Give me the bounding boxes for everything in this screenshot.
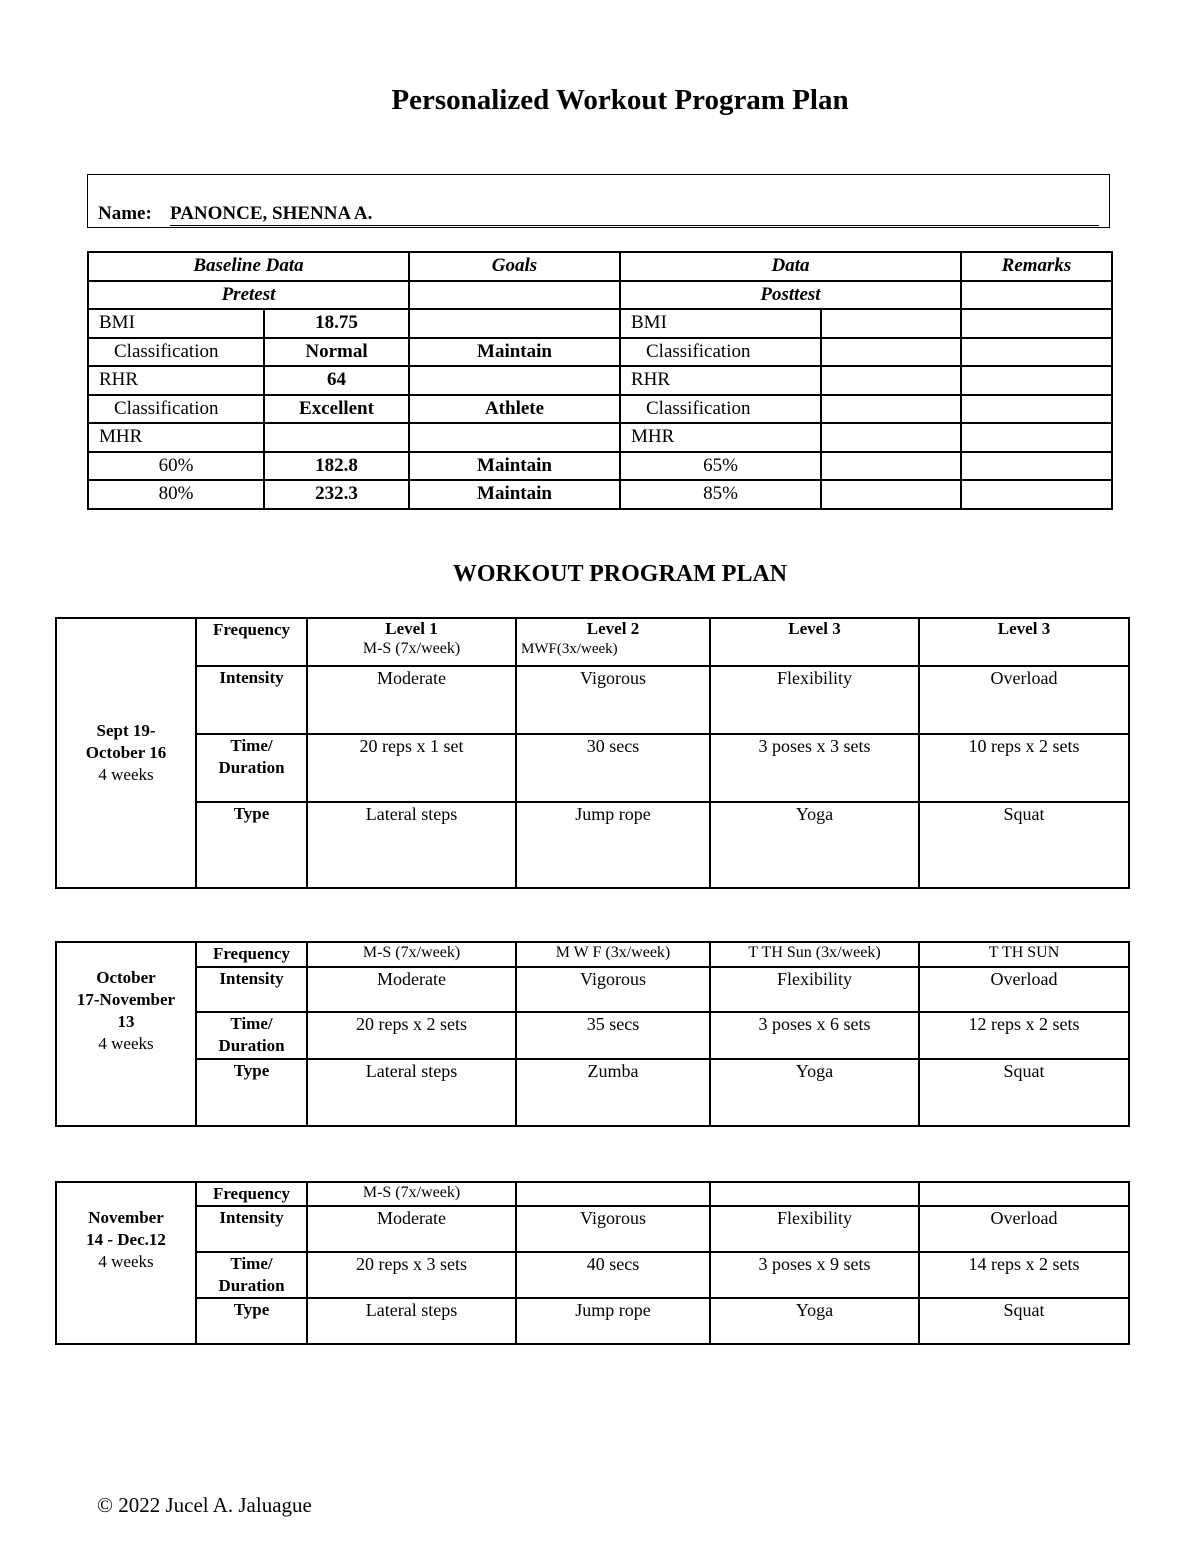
period-table	[55, 617, 1130, 889]
frequency-cell: Level 3	[710, 618, 919, 666]
baseline-row	[88, 423, 1112, 452]
period-range: October	[96, 968, 156, 987]
type-cell: Yoga	[710, 1298, 919, 1344]
time-cell: 20 reps x 1 set	[307, 734, 516, 802]
pretest-value	[264, 423, 409, 452]
time-cell: 3 poses x 3 sets	[710, 734, 919, 802]
level-label: Level 2	[586, 619, 640, 638]
intensity-cell: Flexibility	[710, 666, 919, 734]
baseline-row	[88, 366, 1112, 395]
header-remarks: Remarks	[961, 252, 1112, 281]
intensity-cell: Flexibility	[710, 967, 919, 1012]
period-table	[55, 941, 1130, 1127]
remarks-cell	[961, 452, 1112, 481]
intensity-label: Intensity	[196, 967, 307, 1012]
frequency-label: Frequency	[196, 1182, 307, 1206]
period-weeks: 4 weeks	[98, 1034, 154, 1053]
period-cell	[56, 942, 196, 1126]
name-box	[87, 174, 1110, 228]
baseline-row	[88, 480, 1112, 509]
goal-cell: Maintain	[409, 452, 620, 481]
time-cell: 10 reps x 2 sets	[919, 734, 1129, 802]
type-cell: Yoga	[710, 802, 919, 888]
intensity-cell: Overload	[919, 967, 1129, 1012]
frequency-cell	[516, 618, 710, 666]
posttest-value	[821, 452, 961, 481]
frequency-cell: M-S (7x/week)	[307, 1182, 516, 1206]
pretest-label: Classification	[88, 338, 264, 367]
goal-cell: Maintain	[409, 480, 620, 509]
posttest-label: Classification	[620, 395, 821, 424]
posttest-value	[821, 309, 961, 338]
frequency-row	[56, 618, 1129, 666]
level-schedule: M-S (7x/week)	[362, 640, 461, 657]
frequency-cell: T TH SUN	[919, 942, 1129, 967]
plan-title: WORKOUT PROGRAM PLAN	[452, 561, 788, 587]
goal-cell	[409, 366, 620, 395]
remarks-cell	[961, 423, 1112, 452]
pretest-label: RHR	[88, 366, 264, 395]
posttest-value	[821, 480, 961, 509]
time-cell: 14 reps x 2 sets	[919, 1252, 1129, 1298]
frequency-row	[56, 1182, 1129, 1206]
intensity-row	[56, 666, 1129, 734]
pretest-value: 64	[264, 366, 409, 395]
intensity-cell: Vigorous	[516, 666, 710, 734]
intensity-cell: Moderate	[307, 666, 516, 734]
type-row	[56, 802, 1129, 888]
frequency-cell	[516, 1182, 710, 1206]
time-cell: 3 poses x 6 sets	[710, 1012, 919, 1059]
time-cell: 30 secs	[516, 734, 710, 802]
intensity-cell: Overload	[919, 666, 1129, 734]
duration-label-line: Duration	[218, 1036, 285, 1055]
baseline-header-row	[88, 252, 1112, 281]
type-label: Type	[196, 1298, 307, 1344]
remarks-cell	[961, 480, 1112, 509]
intensity-cell: Vigorous	[516, 967, 710, 1012]
period-cell	[56, 1182, 196, 1344]
posttest-label: MHR	[620, 423, 821, 452]
type-cell: Jump rope	[516, 1298, 710, 1344]
time-cell: 20 reps x 3 sets	[307, 1252, 516, 1298]
copyright-footer: © 2022 Jucel A. Jaluague	[97, 1493, 312, 1517]
duration-label-line: Duration	[218, 1276, 285, 1295]
frequency-cell: M W F (3x/week)	[516, 942, 710, 967]
type-row	[56, 1059, 1129, 1126]
time-label-line: Time/	[230, 1254, 273, 1273]
time-row	[56, 1012, 1129, 1059]
baseline-row	[88, 309, 1112, 338]
pretest-label: Classification	[88, 395, 264, 424]
remarks-cell	[961, 309, 1112, 338]
period-weeks: 4 weeks	[98, 765, 154, 784]
empty-cell	[961, 281, 1112, 310]
period-range: 17-November	[76, 990, 176, 1009]
posttest-label: 85%	[620, 480, 821, 509]
intensity-label: Intensity	[196, 666, 307, 734]
intensity-cell: Flexibility	[710, 1206, 919, 1252]
frequency-cell: Level 3	[919, 618, 1129, 666]
goal-cell	[409, 423, 620, 452]
type-cell: Lateral steps	[307, 1298, 516, 1344]
time-cell: 35 secs	[516, 1012, 710, 1059]
period-range: 14 - Dec.12	[86, 1230, 166, 1249]
header-data: Data	[620, 252, 961, 281]
time-label-line: Time/	[230, 1014, 273, 1033]
time-label-line: Time/	[230, 736, 273, 755]
pretest-value: Excellent	[264, 395, 409, 424]
time-label	[196, 734, 307, 802]
intensity-label: Intensity	[196, 1206, 307, 1252]
baseline-row	[88, 338, 1112, 367]
header-goals: Goals	[409, 252, 620, 281]
type-cell: Yoga	[710, 1059, 919, 1126]
intensity-cell: Moderate	[307, 1206, 516, 1252]
time-cell: 3 poses x 9 sets	[710, 1252, 919, 1298]
header-baseline-data: Baseline Data	[88, 252, 409, 281]
frequency-row	[56, 942, 1129, 967]
level-schedule: MWF(3x/week)	[521, 641, 618, 657]
posttest-label: 65%	[620, 452, 821, 481]
time-label	[196, 1252, 307, 1298]
pretest-label: MHR	[88, 423, 264, 452]
baseline-row	[88, 452, 1112, 481]
type-cell: Zumba	[516, 1059, 710, 1126]
type-cell: Jump rope	[516, 802, 710, 888]
type-cell: Squat	[919, 1298, 1129, 1344]
intensity-row	[56, 1206, 1129, 1252]
remarks-cell	[961, 366, 1112, 395]
time-cell: 20 reps x 2 sets	[307, 1012, 516, 1059]
pretest-label: BMI	[88, 309, 264, 338]
page-title: Personalized Workout Program Plan	[391, 84, 849, 116]
intensity-row	[56, 967, 1129, 1012]
pretest-label: 80%	[88, 480, 264, 509]
posttest-value	[821, 366, 961, 395]
frequency-cell	[710, 1182, 919, 1206]
frequency-label: Frequency	[196, 942, 307, 967]
pretest-value: Normal	[264, 338, 409, 367]
type-cell: Lateral steps	[307, 1059, 516, 1126]
empty-cell	[409, 281, 620, 310]
goal-cell	[409, 309, 620, 338]
name-value: PANONCE, SHENNA A.	[170, 203, 1099, 226]
period-range: Sept 19-	[96, 721, 156, 740]
type-label: Type	[196, 802, 307, 888]
time-row	[56, 1252, 1129, 1298]
intensity-cell: Moderate	[307, 967, 516, 1012]
period-table	[55, 1181, 1130, 1345]
remarks-cell	[961, 395, 1112, 424]
frequency-cell: M-S (7x/week)	[307, 942, 516, 967]
remarks-cell	[961, 338, 1112, 367]
type-cell: Lateral steps	[307, 802, 516, 888]
period-range: October 16	[85, 743, 167, 762]
posttest-value	[821, 395, 961, 424]
type-cell: Squat	[919, 802, 1129, 888]
period-range: November	[88, 1208, 164, 1227]
period-weeks: 4 weeks	[98, 1252, 154, 1271]
posttest-value	[821, 338, 961, 367]
goal-cell: Maintain	[409, 338, 620, 367]
frequency-cell	[919, 1182, 1129, 1206]
frequency-label: Frequency	[196, 618, 307, 666]
name-label: Name:	[98, 203, 152, 224]
baseline-subheader-row	[88, 281, 1112, 310]
baseline-table	[87, 251, 1113, 510]
posttest-value	[821, 423, 961, 452]
time-cell: 40 secs	[516, 1252, 710, 1298]
pretest-value: 18.75	[264, 309, 409, 338]
intensity-cell: Vigorous	[516, 1206, 710, 1252]
pretest-label: 60%	[88, 452, 264, 481]
frequency-cell: T TH Sun (3x/week)	[710, 942, 919, 967]
subheader-posttest: Posttest	[620, 281, 961, 310]
pretest-value: 232.3	[264, 480, 409, 509]
subheader-pretest: Pretest	[88, 281, 409, 310]
level-label: Level 1	[385, 619, 438, 638]
period-cell	[56, 618, 196, 888]
intensity-cell: Overload	[919, 1206, 1129, 1252]
time-label	[196, 1012, 307, 1059]
time-cell: 12 reps x 2 sets	[919, 1012, 1129, 1059]
type-label: Type	[196, 1059, 307, 1126]
type-cell: Squat	[919, 1059, 1129, 1126]
time-row	[56, 734, 1129, 802]
period-range: 13	[117, 1012, 135, 1031]
goal-cell: Athlete	[409, 395, 620, 424]
pretest-value: 182.8	[264, 452, 409, 481]
posttest-label: BMI	[620, 309, 821, 338]
duration-label-line: Duration	[218, 758, 285, 777]
baseline-row	[88, 395, 1112, 424]
posttest-label: Classification	[620, 338, 821, 367]
type-row	[56, 1298, 1129, 1344]
posttest-label: RHR	[620, 366, 821, 395]
frequency-cell	[307, 618, 516, 666]
